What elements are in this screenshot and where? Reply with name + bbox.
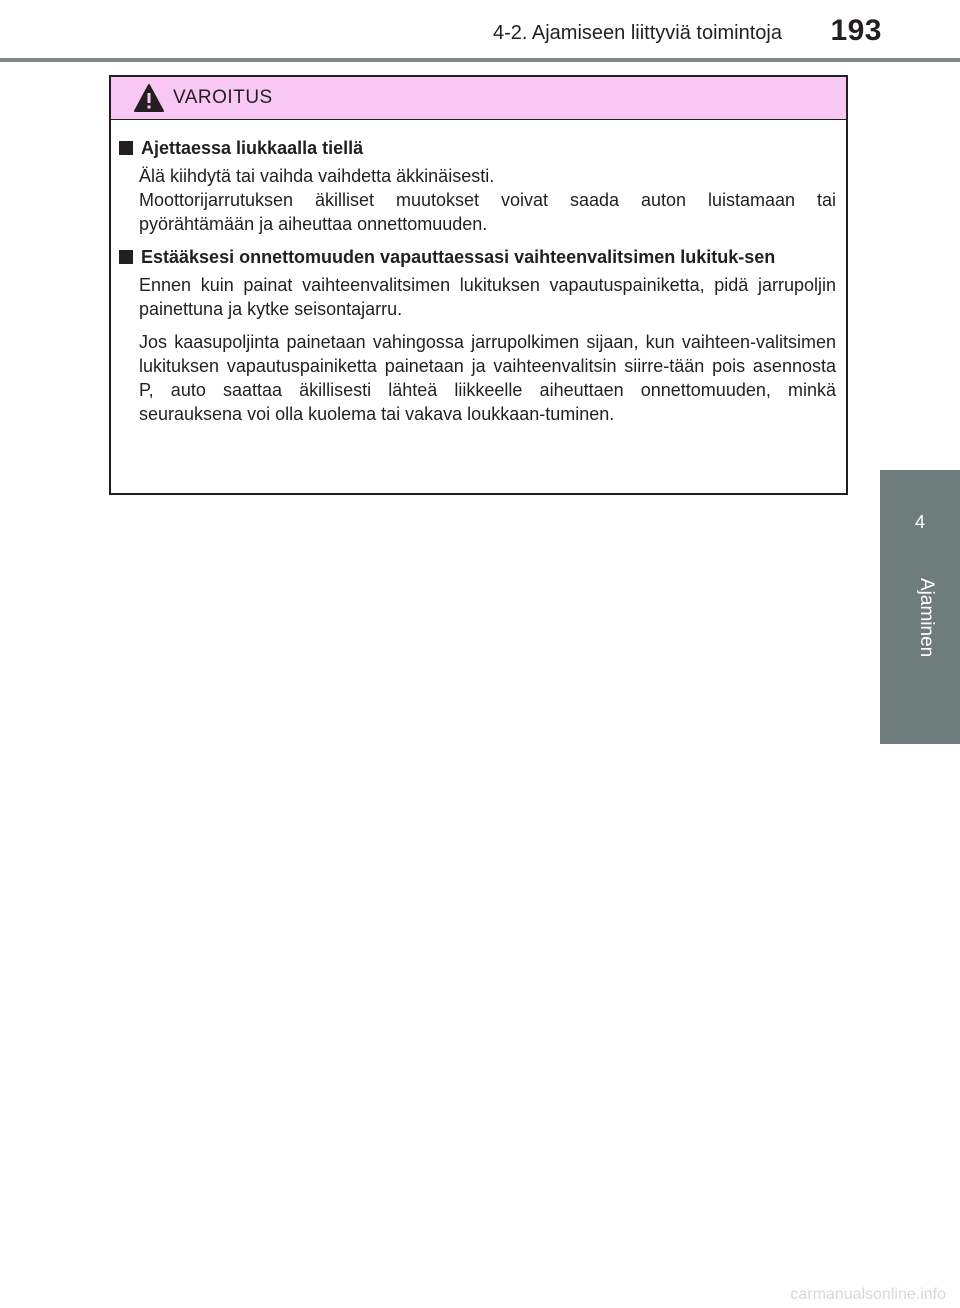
header-rule — [0, 58, 960, 62]
section-heading — [117, 136, 836, 160]
warning-header — [111, 77, 846, 120]
chapter-title: Ajaminen — [916, 578, 937, 658]
chapter-side-tab — [880, 470, 960, 744]
warning-triangle-icon — [133, 83, 165, 113]
section-heading-text: Estääksesi onnettomuuden vapauttaessasi vaihteenvalitsimen lukituk-sen — [141, 247, 776, 267]
paragraph: Moottorijarrutuksen äkilliset muutokset voivat saada auton luistamaan tai pyörähtämään ja aiheuttaa onnettomuuden. — [139, 190, 836, 234]
page-header — [0, 0, 960, 60]
page-number: 193 — [830, 14, 882, 47]
section-heading-text: Ajettaessa liukkaalla tiellä — [141, 138, 364, 158]
paragraph: Ennen kuin painat vaihteenvalitsimen lukituksen vapautuspainiketta, pidä jarrupoljin painettuna ja kytke seisontajarru. — [139, 275, 836, 319]
paragraph: Jos kaasupoljinta painetaan vahingossa jarrupolkimen sijaan, kun vaihteen-valitsimen lukituksen vapautuspainiketta painetaan ja vaihteenvalitsin siirre-tään pois asennosta P, auto saattaa äkillisesti lähteä liikkeelle aiheuttaen onnettomuuden, minkä seurauksena voi olla kuolema tai vakava loukkaan-tuminen. — [139, 332, 836, 424]
warning-box — [109, 75, 848, 495]
square-bullet-icon — [119, 250, 133, 264]
watermark: carmanualsonline.info — [790, 1286, 946, 1303]
warning-section-shift-lock — [117, 245, 836, 426]
warning-body — [111, 120, 846, 426]
chapter-number: 4 — [914, 512, 925, 532]
header-section-title: 4-2. Ajamiseen liittyviä toimintoja — [492, 22, 782, 44]
section-heading — [117, 245, 836, 269]
paragraph: Älä kiihdytä tai vaihda vaihdetta äkkinäisesti. — [139, 166, 495, 186]
warning-section-slippery-road — [117, 136, 836, 236]
square-bullet-icon — [119, 141, 133, 155]
warning-title: VAROITUS — [173, 87, 273, 108]
